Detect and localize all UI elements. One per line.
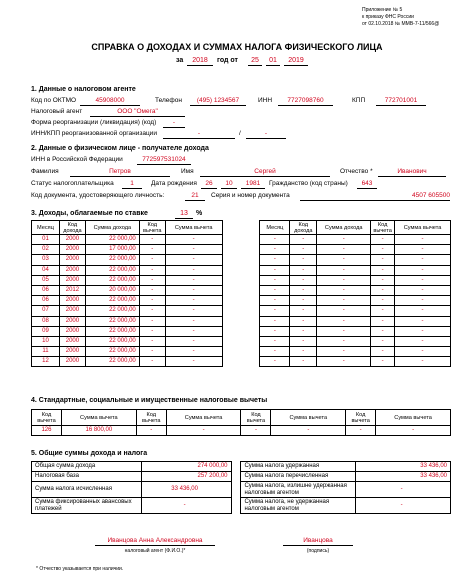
- kpp-label: КПП: [352, 97, 366, 104]
- deduction-sum-cell: -: [165, 336, 222, 346]
- deduction-code-cell: -: [139, 357, 165, 367]
- deduction-sum-cell: -: [165, 326, 222, 336]
- income-sum-cell: 17 000,00: [85, 245, 139, 255]
- doc-number-label: Серия и номер документа: [211, 192, 290, 199]
- oktmo-value: 45908000: [80, 97, 140, 106]
- month-cell: 07: [32, 306, 60, 316]
- income-code-cell: -: [290, 347, 317, 357]
- table-gap: [222, 265, 260, 275]
- income-code-cell: 2000: [59, 235, 85, 245]
- header-deduction-sum: Сумма вычета: [271, 410, 346, 426]
- income-row: [32, 347, 451, 357]
- month-cell: 10: [32, 336, 60, 346]
- section3-title: 3. Доходы, облагаемые по ставке: [31, 210, 148, 217]
- income-code-cell: -: [290, 296, 317, 306]
- deduction-code-cell: -: [139, 285, 165, 295]
- month-cell: 08: [32, 316, 60, 326]
- table-gap: [222, 285, 260, 295]
- month-cell: 06: [32, 296, 60, 306]
- totals-row: [32, 498, 451, 514]
- income-sum-cell: -: [317, 326, 371, 336]
- month-cell: -: [260, 357, 290, 367]
- reorg-inn-value: -: [163, 130, 235, 139]
- section4-title: 4. Стандартные, социальные и имущественные налоговые вычеты: [31, 397, 268, 404]
- table-gap: [222, 255, 260, 265]
- income-sum-cell: -: [317, 245, 371, 255]
- income-sum-cell: 22 000,00: [85, 336, 139, 346]
- income-code-cell: -: [290, 357, 317, 367]
- citizenship-value: 643: [357, 180, 377, 189]
- tax-withheld-value: 33 436,00: [356, 462, 451, 472]
- deduction-sum-cell: -: [395, 306, 451, 316]
- month-cell: 09: [32, 326, 60, 336]
- month-cell: -: [260, 275, 290, 285]
- deduction-code-cell: -: [371, 306, 395, 316]
- income-row: [32, 357, 451, 367]
- income-code-cell: -: [290, 275, 317, 285]
- deduction-sum-cell: -: [395, 296, 451, 306]
- deduction-code-cell: -: [139, 316, 165, 326]
- deduction-code-cell: -: [371, 245, 395, 255]
- income-sum-cell: 22 000,00: [85, 326, 139, 336]
- deduction-code-cell: -: [139, 255, 165, 265]
- reorg-label: Форма реорганизации (ликвидация) (код): [31, 119, 157, 126]
- header-deduction-sum: Сумма вычета: [376, 410, 451, 426]
- deduction-code-cell: -: [371, 326, 395, 336]
- income-sum-cell: -: [317, 336, 371, 346]
- totals-table: [31, 461, 451, 514]
- deduction-sum: -: [166, 426, 241, 436]
- deduction-sum-cell: -: [395, 235, 451, 245]
- header-income-sum: Сумма дохода: [317, 221, 371, 235]
- deduction-sum-cell: -: [395, 357, 451, 367]
- income-code-cell: 2000: [59, 357, 85, 367]
- tax-transferred-label: Сумма налога перечисленная: [241, 472, 356, 482]
- month-cell: 06: [32, 285, 60, 295]
- citizenship-label: Гражданство (код страны): [269, 180, 348, 187]
- section5-title: 5. Общие суммы дохода и налога: [31, 450, 148, 457]
- deduction-sum-cell: -: [165, 245, 222, 255]
- deductions-table: [31, 409, 451, 436]
- dob-month: 10: [221, 180, 237, 189]
- appendix-line3: от 02.10.2018 № ММВ-7-11/566@: [362, 21, 440, 27]
- recipient-inn-label: ИНН в Российской Федерации: [31, 156, 123, 163]
- table-gap: [222, 296, 260, 306]
- income-sum-cell: 22 000,00: [85, 255, 139, 265]
- tax-base-label: Налоговая база: [32, 472, 142, 482]
- deduction-code-cell: -: [371, 255, 395, 265]
- header-income-sum: Сумма дохода: [85, 221, 139, 235]
- signature-caption: (подпись): [306, 548, 330, 554]
- title-za: за: [176, 57, 184, 64]
- agent-inn-label: ИНН: [258, 97, 273, 104]
- recipient-inn-value: 772597531024: [137, 156, 191, 165]
- patronymic-value: Иванович: [378, 168, 446, 177]
- income-sum-cell: 22 000,00: [85, 316, 139, 326]
- income-code-cell: -: [290, 245, 317, 255]
- appendix-line1: Приложение № 5: [362, 7, 403, 13]
- deduction-code-cell: -: [139, 235, 165, 245]
- deduction-code-cell: -: [371, 347, 395, 357]
- income-sum-cell: -: [317, 296, 371, 306]
- deductions-row: [32, 426, 451, 436]
- title-year: 2018: [187, 57, 213, 66]
- income-sum-cell: -: [317, 316, 371, 326]
- income-code-cell: 2000: [59, 316, 85, 326]
- income-code-cell: -: [290, 336, 317, 346]
- month-cell: -: [260, 326, 290, 336]
- income-row: [32, 255, 451, 265]
- income-sum-cell: 20 000,00: [85, 285, 139, 295]
- month-cell: -: [260, 285, 290, 295]
- income-code-cell: -: [290, 285, 317, 295]
- table-gap: [222, 347, 260, 357]
- table-gap: [231, 462, 241, 472]
- income-sum-cell: 22 000,00: [85, 296, 139, 306]
- status-label: Статус налогоплательщика: [31, 180, 114, 187]
- income-code-cell: 2000: [59, 347, 85, 357]
- deduction-sum-cell: -: [165, 255, 222, 265]
- income-code-cell: 2000: [59, 255, 85, 265]
- income-code-cell: 2000: [59, 265, 85, 275]
- total-income-value: 274 000,00: [141, 462, 231, 472]
- table-gap: [231, 482, 241, 498]
- income-sum-cell: 22 000,00: [85, 347, 139, 357]
- deduction-sum-cell: -: [165, 316, 222, 326]
- dob-label: Дата рождения: [151, 180, 197, 187]
- table-gap: [222, 306, 260, 316]
- income-code-cell: 2000: [59, 245, 85, 255]
- header-income-code: Код дохода: [59, 221, 85, 235]
- tax-transferred-value: 33 436,00: [356, 472, 451, 482]
- deduction-sum-cell: -: [165, 265, 222, 275]
- deductions-header: [32, 410, 451, 426]
- tax-base-value: 257 200,00: [141, 472, 231, 482]
- income-row: [32, 275, 451, 285]
- month-cell: -: [260, 306, 290, 316]
- deduction-sum-cell: -: [165, 306, 222, 316]
- header-deduction-sum: Сумма вычета: [395, 221, 451, 235]
- deduction-code: -: [346, 426, 376, 436]
- tax-withheld-label: Сумма налога удержанная: [241, 462, 356, 472]
- deduction-code-cell: -: [139, 306, 165, 316]
- month-cell: 03: [32, 255, 60, 265]
- income-row: [32, 285, 451, 295]
- totals-row: [32, 482, 451, 498]
- deduction-code-cell: -: [139, 296, 165, 306]
- income-row: [32, 336, 451, 346]
- tax-not-withheld-label: Сумма налога, не удержанная налоговым агентом: [241, 498, 356, 514]
- deduction-sum-cell: -: [395, 275, 451, 285]
- header-deduction-sum: Сумма вычета: [166, 410, 241, 426]
- income-sum-cell: -: [317, 255, 371, 265]
- doc-code-label: Код документа, удостоверяющего личность:: [31, 192, 165, 199]
- income-row: [32, 326, 451, 336]
- tax-overwithheld-label: Сумма налога, излишне удержанная налоговым агентом: [241, 482, 356, 498]
- income-code-cell: 2000: [59, 275, 85, 285]
- deduction-sum: 16 800,00: [61, 426, 136, 436]
- income-sum-cell: -: [317, 306, 371, 316]
- advance-payments-value: -: [141, 498, 231, 514]
- section2-title: 2. Данные о физическом лице - получателе дохода: [31, 145, 209, 152]
- deduction-code-cell: -: [371, 265, 395, 275]
- table-gap: [222, 316, 260, 326]
- month-cell: -: [260, 347, 290, 357]
- deduction-sum-cell: -: [165, 296, 222, 306]
- table-gap: [222, 245, 260, 255]
- deduction-sum-cell: -: [395, 255, 451, 265]
- deduction-sum-cell: -: [165, 347, 222, 357]
- month-cell: 01: [32, 235, 60, 245]
- deduction-code-cell: -: [371, 296, 395, 306]
- income-table-header: [32, 221, 451, 235]
- name-label: Имя: [181, 168, 194, 175]
- table-gap: [222, 336, 260, 346]
- totals-row: [32, 472, 451, 482]
- deduction-code-cell: -: [139, 326, 165, 336]
- doc-number-value: 4507 605500: [300, 192, 450, 201]
- month-cell: 12: [32, 357, 60, 367]
- header-deduction-code: Код вычета: [346, 410, 376, 426]
- income-sum-cell: 22 000,00: [85, 275, 139, 285]
- income-sum-cell: -: [317, 265, 371, 275]
- surname-value: Петров: [70, 168, 170, 177]
- agent-inn-value: 7727098760: [278, 97, 333, 106]
- dob-day: 26: [201, 180, 217, 189]
- tax-rate-percent: %: [196, 210, 203, 217]
- month-cell: 04: [32, 265, 60, 275]
- income-code-cell: -: [290, 326, 317, 336]
- deduction-code: 126: [32, 426, 62, 436]
- header-month: Месяц: [32, 221, 60, 235]
- deduction-sum: -: [376, 426, 451, 436]
- agent-name-value: Иванцова Анна Александровна: [95, 537, 215, 546]
- income-sum-cell: -: [317, 275, 371, 285]
- income-table: [31, 220, 451, 367]
- month-cell: -: [260, 245, 290, 255]
- deduction-code-cell: -: [371, 357, 395, 367]
- income-row: [32, 265, 451, 275]
- deduction-sum-cell: -: [165, 275, 222, 285]
- income-sum-cell: 22 000,00: [85, 265, 139, 275]
- tax-rate-value: 13: [175, 210, 193, 219]
- deduction-code-cell: -: [139, 265, 165, 275]
- income-code-cell: -: [290, 306, 317, 316]
- month-cell: -: [260, 316, 290, 326]
- table-gap: [222, 357, 260, 367]
- income-sum-cell: -: [317, 357, 371, 367]
- tax-not-withheld-value: -: [356, 498, 451, 514]
- deduction-sum-cell: -: [395, 265, 451, 275]
- deduction-sum-cell: -: [395, 336, 451, 346]
- phone-value: (495) 1234567: [190, 97, 246, 106]
- reorg-kpp-value: -: [246, 130, 286, 139]
- tax-overwithheld-value: -: [356, 482, 451, 498]
- table-gap: [222, 235, 260, 245]
- income-row: [32, 245, 451, 255]
- agent-name-caption: налоговый агент (Ф.И.О.)*: [124, 548, 186, 554]
- table-gap: [222, 326, 260, 336]
- total-income-label: Общая сумма дохода: [32, 462, 142, 472]
- header-deduction-code: Код вычета: [139, 221, 165, 235]
- deduction-code: -: [241, 426, 271, 436]
- income-sum-cell: -: [317, 235, 371, 245]
- month-cell: -: [260, 255, 290, 265]
- header-deduction-code: Код вычета: [241, 410, 271, 426]
- title-day: 25: [248, 57, 262, 66]
- doc-code-value: 21: [185, 192, 205, 201]
- title-god-ot: год от: [217, 57, 238, 64]
- deduction-code-cell: -: [139, 245, 165, 255]
- deduction-code-cell: -: [139, 336, 165, 346]
- deduction-code-cell: -: [371, 275, 395, 285]
- income-code-cell: -: [290, 265, 317, 275]
- table-gap: [231, 472, 241, 482]
- income-code-cell: -: [290, 255, 317, 265]
- income-code-cell: 2000: [59, 306, 85, 316]
- income-code-cell: -: [290, 235, 317, 245]
- oktmo-label: Код по ОКТМО: [31, 97, 77, 104]
- deduction-sum-cell: -: [165, 235, 222, 245]
- agent-value: ООО "Омега": [90, 108, 185, 117]
- footnote: * Отчество указывается при наличии.: [36, 566, 124, 572]
- income-sum-cell: 22 000,00: [85, 235, 139, 245]
- deduction-code-cell: -: [371, 235, 395, 245]
- deduction-sum-cell: -: [165, 357, 222, 367]
- reorg-inn-label: ИНН/КПП реорганизованной организации: [31, 130, 157, 137]
- totals-row: [32, 462, 451, 472]
- income-row: [32, 306, 451, 316]
- deduction-code-cell: -: [371, 336, 395, 346]
- income-code-cell: 2012: [59, 285, 85, 295]
- income-code-cell: 2000: [59, 336, 85, 346]
- income-row: [32, 235, 451, 245]
- appendix-line2: к приказу ФНС России: [362, 14, 414, 20]
- month-cell: 11: [32, 347, 60, 357]
- deduction-code-cell: -: [371, 285, 395, 295]
- deduction-sum-cell: -: [165, 285, 222, 295]
- page-title: СПРАВКА О ДОХОДАХ И СУММАХ НАЛОГА ФИЗИЧЕСКОГО ЛИЦА: [91, 42, 383, 52]
- title-month: 01: [266, 57, 280, 66]
- income-code-cell: 2000: [59, 296, 85, 306]
- kpp-value: 772701001: [376, 97, 426, 106]
- deduction-code-cell: -: [139, 347, 165, 357]
- dob-year: 1981: [241, 180, 265, 189]
- deduction-code: -: [136, 426, 166, 436]
- income-sum-cell: 22 000,00: [85, 357, 139, 367]
- deduction-sum-cell: -: [395, 326, 451, 336]
- deduction-sum-cell: -: [395, 245, 451, 255]
- month-cell: -: [260, 336, 290, 346]
- name-value: Сергей: [200, 168, 330, 177]
- phone-label: Телефон: [155, 97, 182, 104]
- income-row: [32, 316, 451, 326]
- month-cell: -: [260, 235, 290, 245]
- income-code-cell: 2000: [59, 326, 85, 336]
- month-cell: 05: [32, 275, 60, 285]
- deduction-sum-cell: -: [395, 347, 451, 357]
- table-gap: [222, 275, 260, 285]
- deduction-sum-cell: -: [395, 285, 451, 295]
- header-month: Месяц: [260, 221, 290, 235]
- header-deduction-sum: Сумма вычета: [165, 221, 222, 235]
- income-code-cell: -: [290, 316, 317, 326]
- income-sum-cell: -: [317, 285, 371, 295]
- header-deduction-code: Код вычета: [136, 410, 166, 426]
- deduction-code-cell: -: [371, 316, 395, 326]
- signature-value: Иванцова: [283, 537, 353, 546]
- tax-calculated-value: 33 436,00: [141, 482, 231, 498]
- table-gap: [231, 498, 241, 514]
- income-row: [32, 296, 451, 306]
- agent-label: Налоговый агент: [31, 108, 83, 115]
- advance-payments-label: Сумма фиксированных авансовых платежей: [32, 498, 142, 514]
- reorg-value: -: [163, 119, 185, 128]
- surname-label: Фамилия: [31, 168, 59, 175]
- deduction-sum-cell: -: [395, 316, 451, 326]
- header-deduction-sum: Сумма вычета: [61, 410, 136, 426]
- status-value: 1: [122, 180, 142, 189]
- patronymic-label: Отчество *: [340, 168, 373, 175]
- month-cell: -: [260, 265, 290, 275]
- section1-title: 1. Данные о налоговом агенте: [31, 86, 136, 93]
- month-cell: 02: [32, 245, 60, 255]
- header-deduction-code: Код вычета: [371, 221, 395, 235]
- table-gap: [222, 221, 260, 235]
- title-doc-year: 2019: [284, 57, 308, 66]
- income-sum-cell: 22 000,00: [85, 306, 139, 316]
- deduction-sum: -: [271, 426, 346, 436]
- month-cell: -: [260, 296, 290, 306]
- header-income-code: Код дохода: [290, 221, 317, 235]
- reorg-slash: /: [239, 130, 241, 137]
- header-deduction-code: Код вычета: [32, 410, 62, 426]
- tax-calculated-label: Сумма налога исчисленная: [32, 482, 142, 498]
- deduction-code-cell: -: [139, 275, 165, 285]
- income-sum-cell: -: [317, 347, 371, 357]
